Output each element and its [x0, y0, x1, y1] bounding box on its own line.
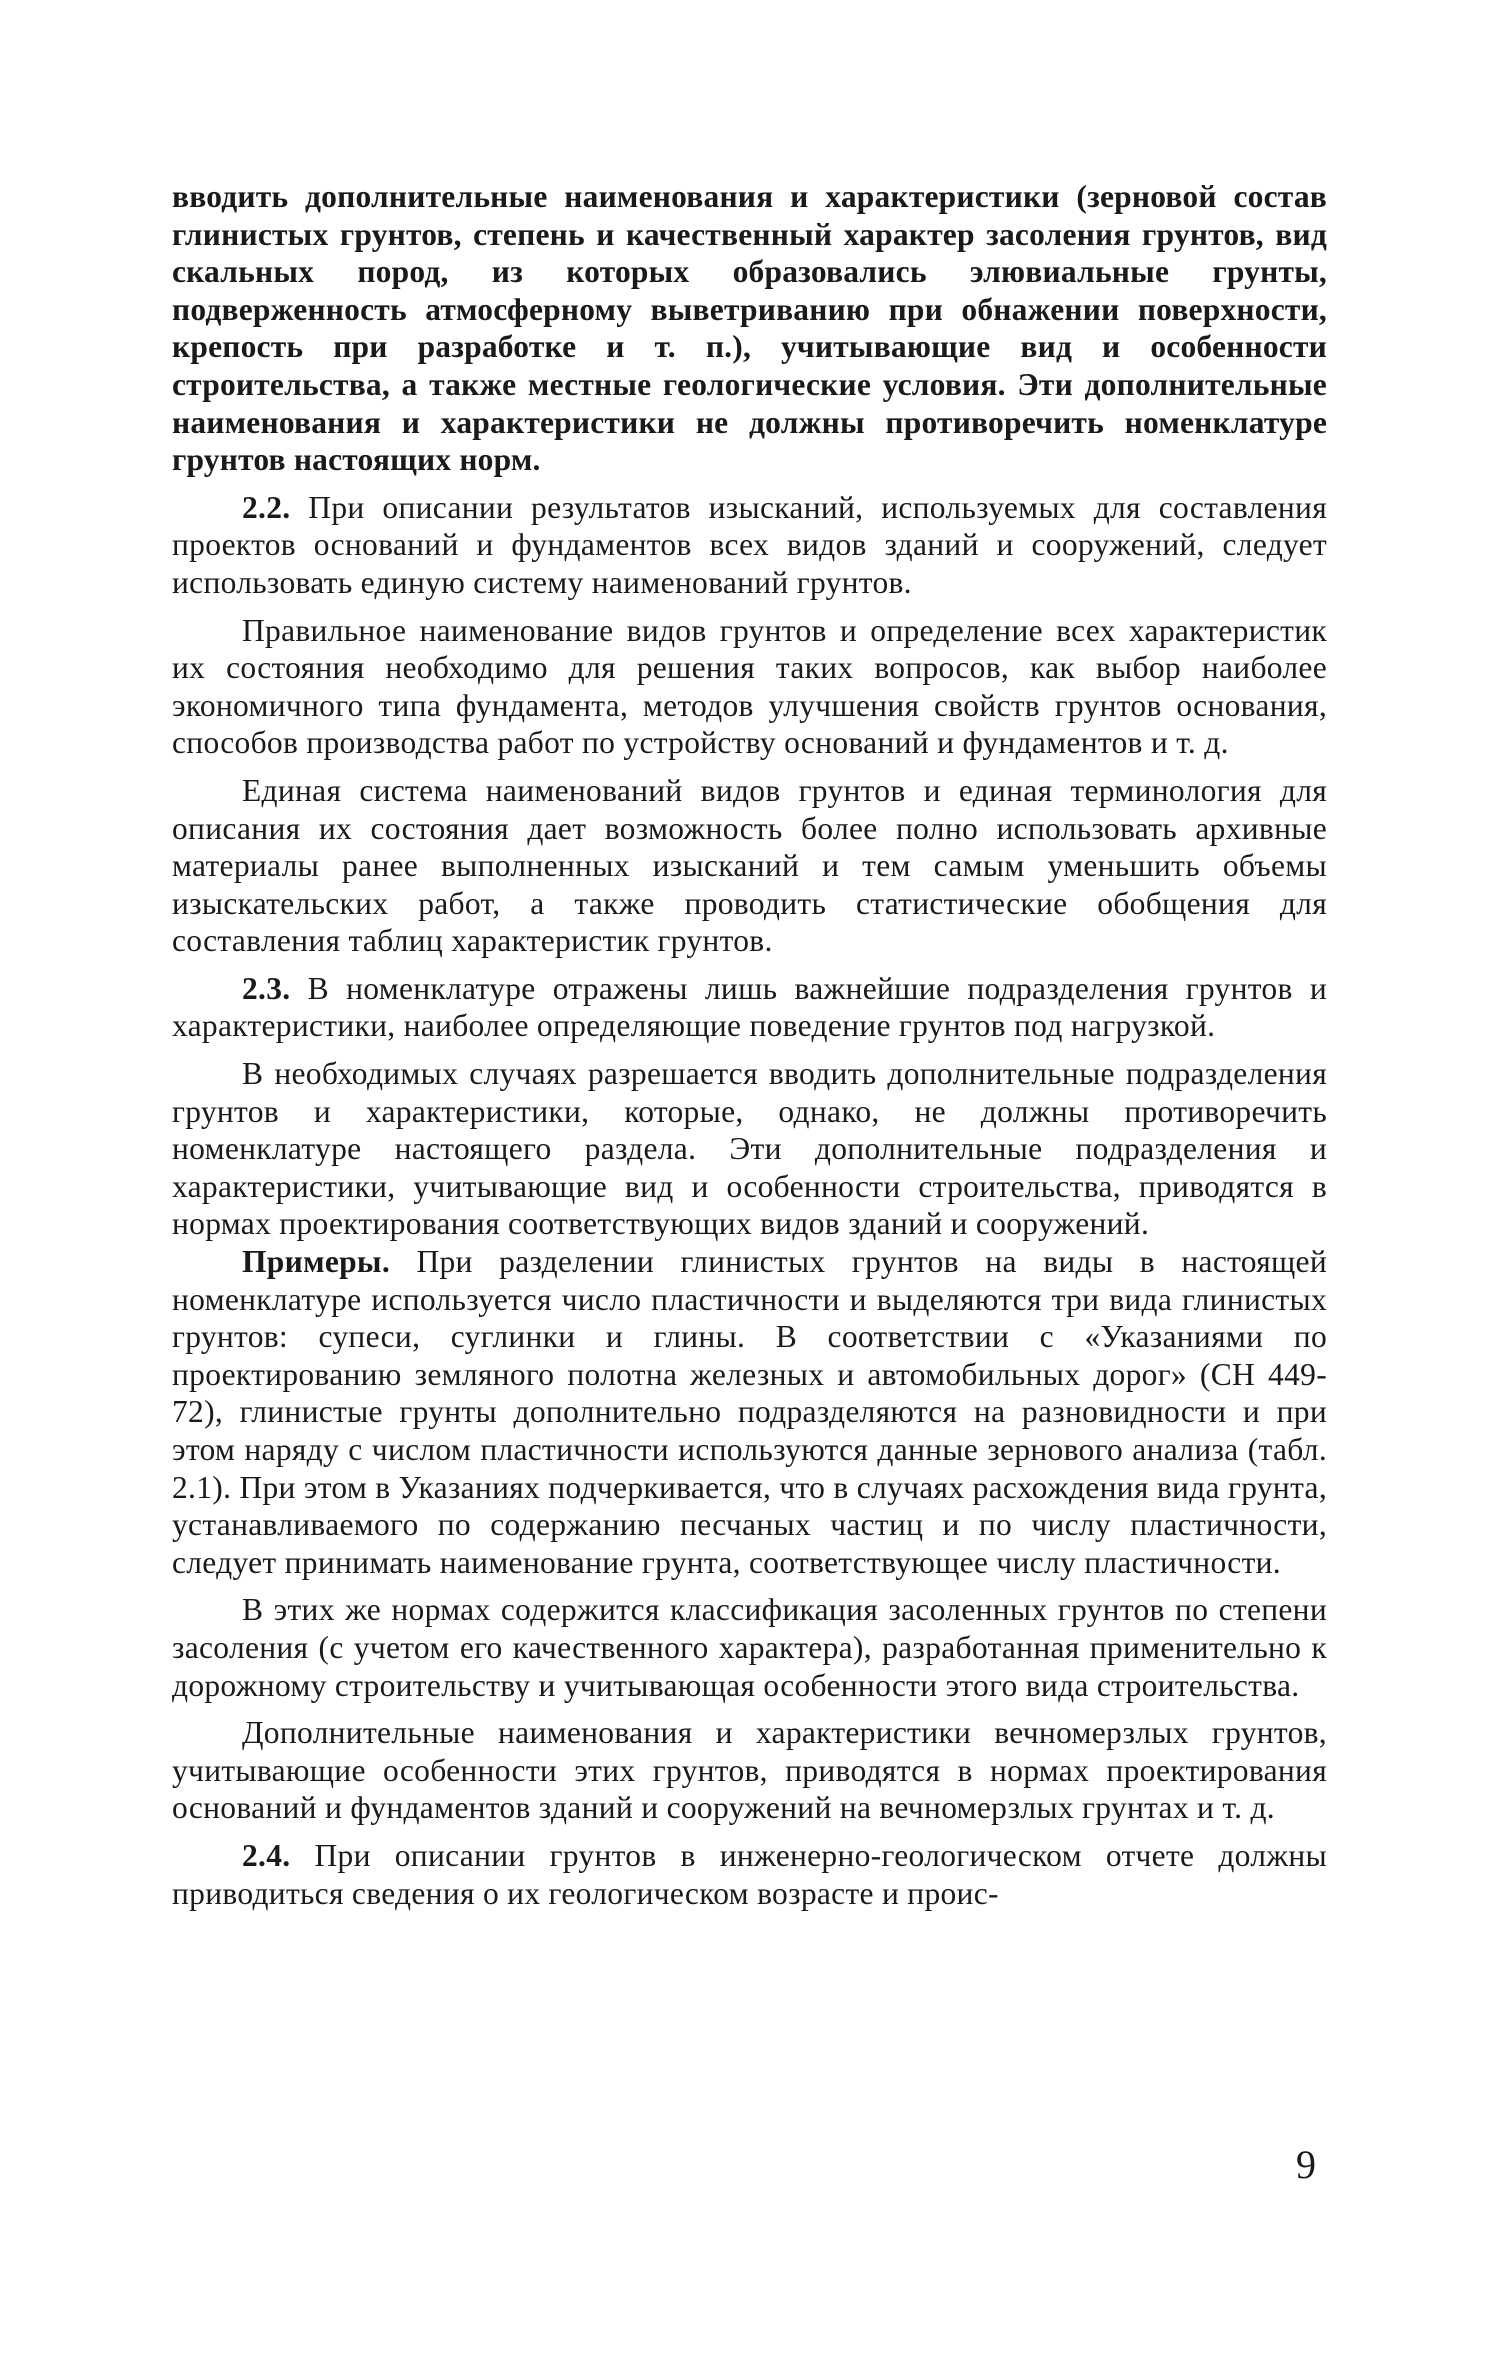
paragraph-2	[172, 489, 1327, 602]
paragraph-6-text: В необходимых случаях разрешается вводить дополнительные подразделения грунтов и характеристики, которые, однако, не должны противоречить номенклатуре настоящего раздела. Эти дополнительные подразделения и характеристики, учитывающие вид и особенности строительства, приводятся в нормах проектирования соответствующих видов зданий и сооружений.	[172, 1056, 1327, 1242]
section-number-2-2: 2.2.	[242, 489, 291, 525]
paragraph-7-text: При разделении глинистых грунтов на виды в настоящей номенклатуре используется число пластичности и выделяются три вида глинистых грунтов: супеси, суглинки и глины. В соответствии с «Указаниями по проектированию земляного полотна железных и автомобильных дорог» (СН 449-72), глинистые грунты дополнительно подразделяются на разновидности и при этом наряду с числом пластичности используются данные зернового анализа (табл. 2.1). При этом в Указаниях подчеркивается, что в случаях расхождения вида грунта, устанавливаемого по содержанию песчаных частиц и по числу пластичности, следует принимать наименование грунта, соответствующее числу пластичности.	[172, 1244, 1327, 1580]
page-number: 9	[1296, 2142, 1316, 2187]
paragraph-1-text: вводить дополнительные наименования и характеристики (зерновой состав глинистых грунтов, степень и качественный характер засоления грунтов, вид скальных пород, из которых образовались элювиальные грунты, подверженность атмосферному выветриванию при обнажении поверхности, крепость при разработке и т. п.), учитывающие вид и особенности строительства, а также местные геологические условия. Эти дополнительные наименования и характеристики не должны противоречить номенклатуре грунтов настоящих норм.	[172, 179, 1327, 478]
examples-label: Примеры.	[242, 1244, 390, 1280]
section-number-2-4: 2.4.	[242, 1837, 291, 1873]
page-body	[172, 178, 1327, 1912]
paragraph-10-text: При описании грунтов в инженерно-геологическом отчете должны приводиться сведения о их геологическом возрасте и проис-	[172, 1837, 1327, 1911]
paragraph-2-text: При описании результатов изысканий, используемых для составления проектов оснований и фундаментов всех видов зданий и сооружений, следует использовать единую систему наименований грунтов.	[172, 489, 1327, 600]
paragraph-1	[172, 178, 1327, 479]
paragraph-4-text: Единая система наименований видов грунтов и единая терминология для описания их состояния дает возможность более полно использовать архивные материалы ранее выполненных изысканий и тем самым уменьшить объемы изыскательских работ, а также проводить статистические обобщения для составления таблиц характеристик грунтов.	[172, 772, 1327, 959]
paragraph-3	[172, 612, 1327, 762]
paragraph-9-text: Дополнительные наименования и характеристики вечномерзлых грунтов, учитывающие особенности этих грунтов, приводятся в нормах проектирования оснований и фундаментов зданий и сооружений на вечномерзлых грунтах и т. д.	[172, 1715, 1327, 1826]
paragraph-6	[172, 1055, 1327, 1243]
paragraph-8-text: В этих же нормах содержится классификация засоленных грунтов по степени засоления (с учетом его качественного характера), разработанная применительно к дорожному строительству и учитывающая особенности этого вида строительства.	[172, 1592, 1327, 1703]
paragraph-5-text: В номенклатуре отражены лишь важнейшие подразделения грунтов и характеристики, наиболее определяющие поведение грунтов под нагрузкой.	[172, 970, 1327, 1044]
paragraph-5	[172, 970, 1327, 1045]
paragraph-10	[172, 1837, 1327, 1912]
paragraph-8	[172, 1591, 1327, 1704]
section-number-2-3: 2.3.	[242, 970, 291, 1006]
paragraph-7	[172, 1243, 1327, 1581]
paragraph-9	[172, 1714, 1327, 1827]
paragraph-3-text: Правильное наименование видов грунтов и определение всех характеристик их состояния необходимо для решения таких вопросов, как выбор наиболее экономичного типа фундамента, методов улучшения свойств грунтов основания, способов производства работ по устройству оснований и фундаментов и т. д.	[172, 612, 1327, 761]
paragraph-4	[172, 772, 1327, 960]
